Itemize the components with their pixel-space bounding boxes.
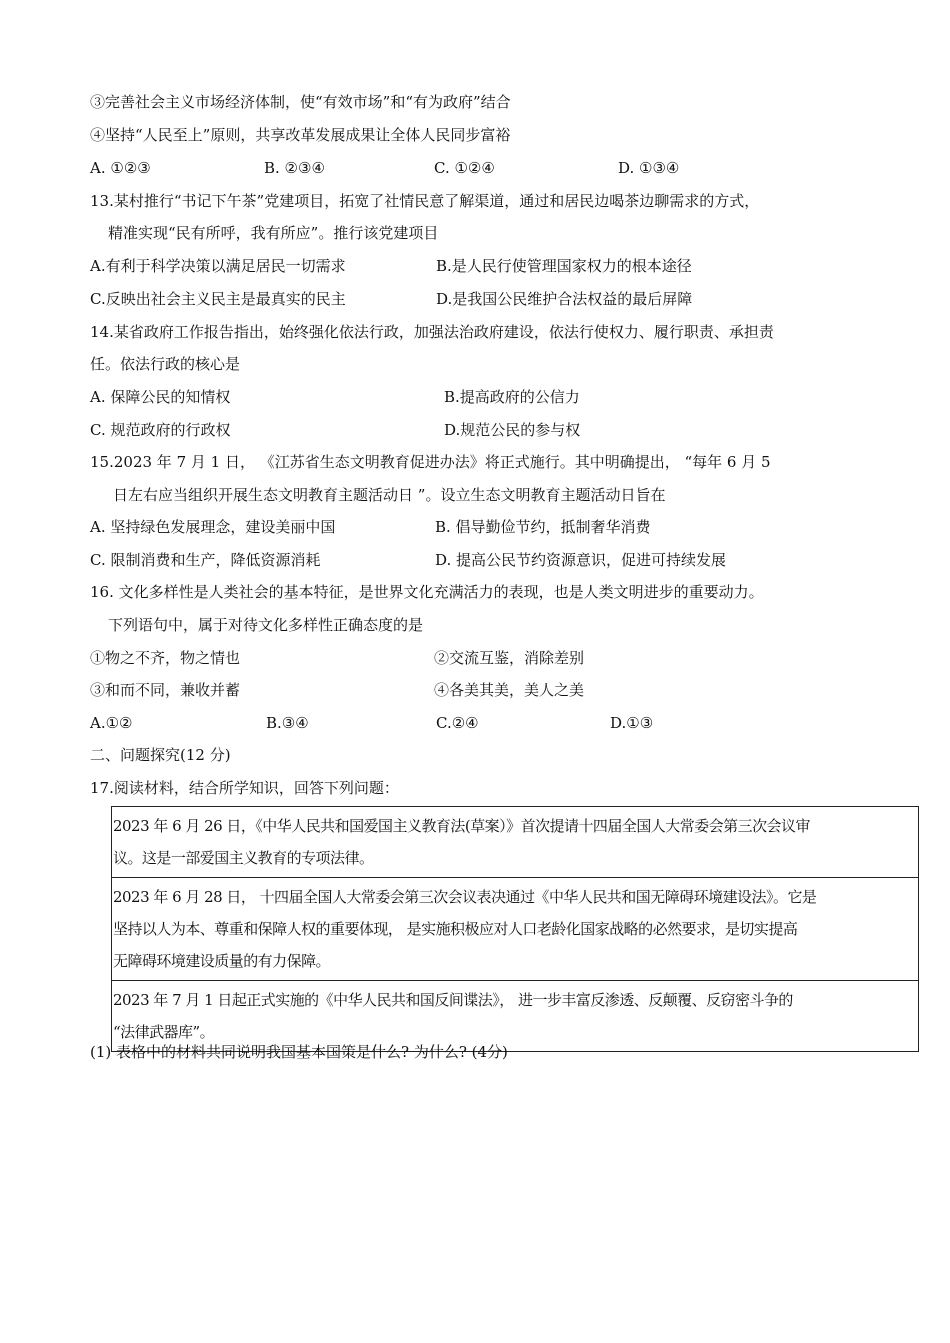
q16-item-1: ①物之不齐，物之情也 <box>90 649 241 667</box>
section-heading: 二、问题探究(12 分) <box>90 746 231 764</box>
material-line: 2023 年 6 月 28 日， 十四届全国人大常委会第三次会议表决通过《中华人民共和国无障碍环境建设法》。它是 <box>113 888 817 906</box>
q12-item-4: ④坚持“人民至上”原则，共享改革发展成果让全体人民同步富裕 <box>90 126 511 144</box>
q16-option-d: D.①③ <box>610 714 654 732</box>
q16-option-b: B.③④ <box>266 714 309 732</box>
q13-option-c: C.反映出社会主义民主是最真实的民主 <box>90 290 346 308</box>
q13-stem-line-2: 精准实现“民有所呼，我有所应”。推行该党建项目 <box>108 224 439 242</box>
material-line: 2023 年 7 月 1 日起正式实施的《中华人民共和国反间谍法》， 进一步丰富反渗透、反颠覆、反窃密斗争的 <box>113 991 793 1009</box>
q15-option-b: B. 倡导勤俭节约，抵制奢华消费 <box>435 518 651 536</box>
q15-stem-line-2: 日左右应当组织开展生态文明教育主题活动日 ”。设立生态文明教育主题活动日旨在 <box>113 486 666 504</box>
q14-stem-line-2: 任。依法行政的核心是 <box>90 355 241 373</box>
q14-option-a: A. 保障公民的知情权 <box>90 388 231 406</box>
material-line: 2023 年 6 月 26 日，《中华人民共和国爱国主义教育法(草案）》首次提请十四届全国人大常委会第三次会议审 <box>113 817 810 835</box>
q12-option-b: B. ②③④ <box>264 159 325 177</box>
q15-stem-line-1: 15.2023 年 7 月 1 日， 《江苏省生态文明教育促进办法》将正式施行。其中明确提出， “每年 6 月 5 <box>90 453 771 471</box>
material-line: 坚持以人为本、尊重和保障人权的重要体现， 是实施积极应对人口老龄化国家战略的必然要求，是切实提高 <box>113 920 798 938</box>
q15-option-a: A. 坚持绿色发展理念，建设美丽中国 <box>90 518 336 536</box>
q14-option-c: C. 规范政府的行政权 <box>90 421 231 439</box>
q12-option-d: D. ①③④ <box>618 159 680 177</box>
q16-item-4: ④各美其美，美人之美 <box>434 681 585 699</box>
q13-option-b: B.是人民行使管理国家权力的根本途径 <box>436 257 692 275</box>
material-row <box>112 981 919 1052</box>
material-table <box>111 806 919 1052</box>
material-row <box>112 878 919 981</box>
material-row <box>112 807 919 878</box>
material-line: 无障碍环境建设质量的有力保障。 <box>113 952 331 970</box>
q16-option-a: A.①② <box>90 714 133 732</box>
q12-option-a: A. ①②③ <box>90 159 151 177</box>
material-line: “法律武器库”。 <box>113 1023 215 1041</box>
q16-item-3: ③和而不同，兼收并蓄 <box>90 681 241 699</box>
q12-item-3: ③完善社会主义市场经济体制，使“有效市场”和“有为政府”结合 <box>90 93 511 111</box>
q13-option-a: A.有利于科学决策以满足居民一切需求 <box>90 257 346 275</box>
q17-stem: 17.阅读材料，结合所学知识，回答下列问题： <box>90 779 399 797</box>
q17-subquestion-1: (1) 表格中的材料共同说明我国基本国策是什么? 为什么? (4分) <box>90 1043 508 1061</box>
q16-stem-line-1: 16. 文化多样性是人类社会的基本特征，是世界文化充满活力的表现，也是人类文明进步的重要动力。 <box>90 583 764 601</box>
material-cell <box>112 981 919 1052</box>
q16-item-2: ②交流互鉴，消除差别 <box>434 649 585 667</box>
q12-option-c: C. ①②④ <box>434 159 495 177</box>
material-cell <box>112 807 919 878</box>
q16-stem-line-2: 下列语句中，属于对待文化多样性正确态度的是 <box>108 616 424 634</box>
q16-option-c: C.②④ <box>436 714 479 732</box>
material-line: 议。这是一部爱国主义教育的专项法律。 <box>113 849 374 867</box>
q14-option-d: D.规范公民的参与权 <box>444 421 581 439</box>
q13-option-d: D.是我国公民维护合法权益的最后屏障 <box>436 290 693 308</box>
q15-option-d: D. 提高公民节约资源意识，促进可持续发展 <box>435 551 727 569</box>
material-cell <box>112 878 919 981</box>
q13-stem-line-1: 13.某村推行“书记下午茶”党建项目，拓宽了社情民意了解渠道，通过和居民边喝茶边聊需求的方式， <box>90 192 760 210</box>
q14-option-b: B.提高政府的公信力 <box>444 388 580 406</box>
q15-option-c: C. 限制消费和生产，降低资源消耗 <box>90 551 321 569</box>
q14-stem-line-1: 14.某省政府工作报告指出，始终强化依法行政，加强法治政府建设，依法行使权力、履行职责、承担责 <box>90 323 774 341</box>
